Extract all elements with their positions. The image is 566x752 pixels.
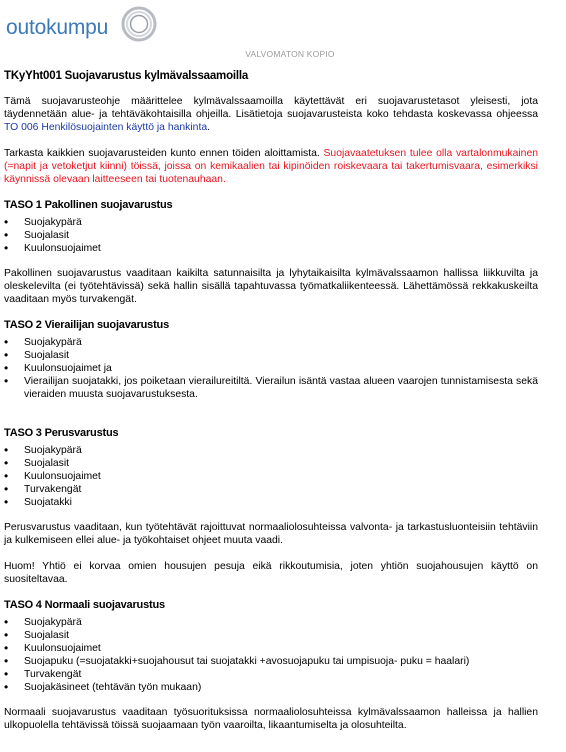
list-item-text: • Kuulonsuojaimet xyxy=(24,471,101,482)
level-description: Normaali suojavarustus vaaditaan työsuorituksissa normaaliolosuhteissa kylmävalssaamon halleissa ja hallien ulkopuolella tehtävissä töissä suojaamaan työn vaaroilta, likaantumiselta ja olosuhteilta. xyxy=(4,707,538,731)
list-item-text: • Suojakypärä xyxy=(24,217,82,228)
list-item xyxy=(4,375,538,401)
list-item-text: • Suojakypärä xyxy=(24,445,82,456)
intro-end: . xyxy=(207,122,211,133)
level-description: Huom! Yhtiö ei korvaa omien housujen pesuja eikä rikkoutumisia, joten yhtiön suojahousujen käyttö on suositeltavaa. xyxy=(4,561,538,585)
level-description: Perusvarustus vaaditaan, kun työtehtävät rajoittuvat normaaliolosuhteissa valvonta- ja tarkastusluonteisiin tehtäviin ja kulkemiseen ellei alue- ja työkohtaiset ohjeet muuta vaadi. xyxy=(4,522,538,546)
list-item-text: • Kuulonsuojaimet xyxy=(24,243,101,254)
list-item xyxy=(4,668,538,681)
level-item-list xyxy=(4,616,538,694)
intro-paragraph xyxy=(4,95,538,134)
list-item xyxy=(4,457,538,470)
list-item xyxy=(4,642,538,655)
list-item xyxy=(4,229,538,242)
list-item xyxy=(4,349,538,362)
list-item-text: • Vierailijan suojatakki, jos poiketaan vierailureitiltä. Vierailun isäntä vastaa alueen vaarojen tunnistamisesta sekä vieraiden muusta suojavarustuksesta. xyxy=(24,376,538,400)
list-item-text: • Suojalasit xyxy=(24,230,70,241)
level-item-list xyxy=(4,444,538,509)
instruction-link[interactable]: TO 006 Henkilösuojainten käyttö ja hankinta xyxy=(4,122,208,133)
list-item-text: • Suojatakki xyxy=(24,497,72,508)
document-title: TKyYht001 Suojavarustus kylmävalssaamoilla xyxy=(4,70,249,82)
level-item-list xyxy=(4,216,538,255)
check-text: Tarkasta kaikkien suojavarusteiden kunto ennen töiden aloittamista. xyxy=(4,148,320,159)
list-item-text: • Suojakypärä xyxy=(24,617,82,628)
list-item-text: • Suojalasit xyxy=(24,630,70,641)
uncontrolled-copy-label: VALVOMATON KOPIO xyxy=(245,49,335,59)
list-item-text: • Suojalasit xyxy=(24,350,70,361)
logo-text: outokumpu xyxy=(6,16,109,39)
list-item xyxy=(4,629,538,642)
list-item xyxy=(4,616,538,629)
outokumpu-logo-icon xyxy=(121,6,157,42)
list-item xyxy=(4,483,538,496)
warning-text: Suojavaatetuksen tulee olla vartalonmukainen (=napit ja vetoketjut kiinni) töissä, joissa on kemikaalien tai kipinöiden roiskevaara tai takertumisvaara, esimerkiksi käynnissä olevaan laitteeseen tai tuotenauhaan. xyxy=(4,148,539,185)
check-paragraph xyxy=(4,147,538,186)
list-item xyxy=(4,655,538,668)
list-item-text: • Kuulonsuojaimet ja xyxy=(24,363,112,374)
list-item xyxy=(4,242,538,255)
list-item-text: • Turvakengät xyxy=(24,484,82,495)
intro-text: Tämä suojavarusteohje määrittelee kylmävalssaamoilla käytettävät eri suojavarustetasot yleisesti, jota täydennetään alue- ja tehtäväkohtaisilla ohjeilla. Lisätietoja suojavarusteista koko tehdasta koskevassa ohjeessa xyxy=(4,96,538,120)
level-heading: TASO 1 Pakollinen suojavarustus xyxy=(4,199,173,211)
level-heading: TASO 4 Normaali suojavarustus xyxy=(4,599,165,611)
list-item-text: • Suojakäsineet (tehtävän työn mukaan) xyxy=(24,682,202,693)
list-item xyxy=(4,336,538,349)
list-item-text: • Suojalasit xyxy=(24,458,70,469)
list-item xyxy=(4,362,538,375)
list-item xyxy=(4,496,538,509)
level-heading: TASO 2 Vierailijan suojavarustus xyxy=(4,319,169,331)
list-item xyxy=(4,470,538,483)
level-description: Pakollinen suojavarustus vaaditaan kaikilta satunnaisilta ja lyhytaikaisilta kylmävalssaamon hallissa liikkuvilta ja oleskelevilta (ei työtehtävissä) sekä hallin sisällä tapahtuvassa työmatkaliikenteessä. Lähettämössä rekkakuskeilta vaaditaan myös turvakengät. xyxy=(4,268,538,305)
protection-levels xyxy=(4,199,538,732)
list-item xyxy=(4,444,538,457)
list-item-text: • Suojakypärä xyxy=(24,337,82,348)
header xyxy=(4,6,164,46)
document-body xyxy=(4,95,538,745)
level-item-list xyxy=(4,336,538,401)
list-item-text: • Kuulonsuojaimet xyxy=(24,643,101,654)
list-item-text: • Suojapuku (=suojatakki+suojahousut tai suojatakki +avosuojapuku tai umpisuoja- puku = haalari) xyxy=(24,656,470,667)
list-item xyxy=(4,216,538,229)
list-item-text: • Turvakengät xyxy=(24,669,82,680)
list-item xyxy=(4,681,538,694)
level-heading: TASO 3 Perusvarustus xyxy=(4,427,119,439)
